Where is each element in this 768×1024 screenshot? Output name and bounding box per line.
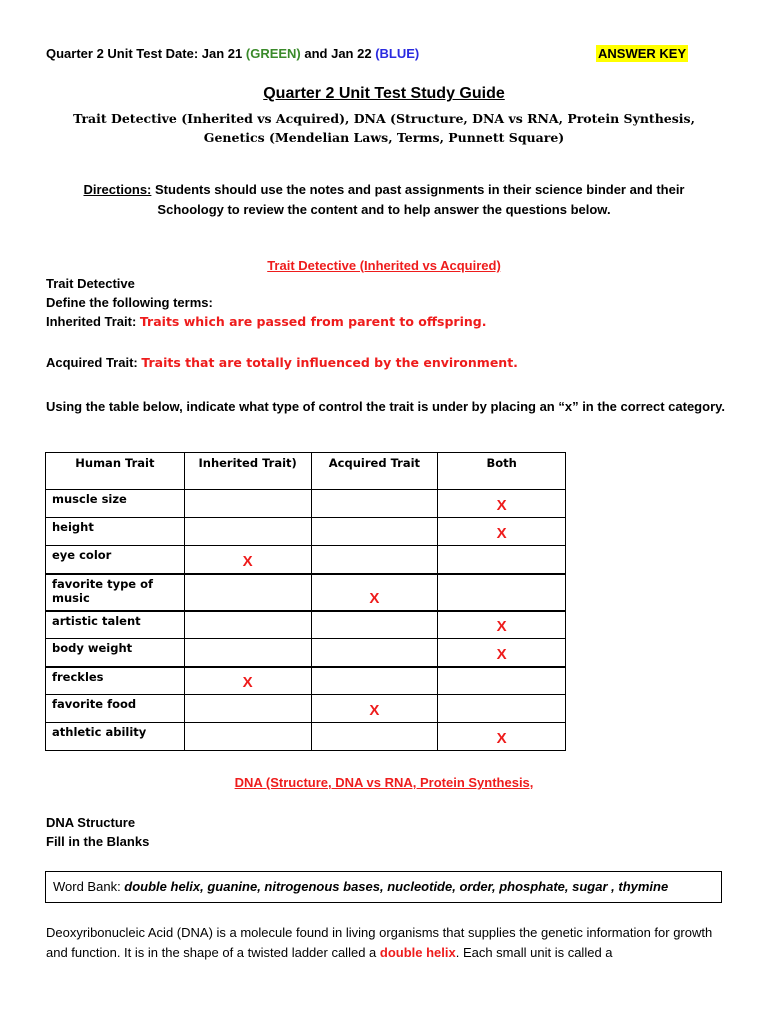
blue-label: (BLUE) [375, 46, 420, 61]
both-cell: X [438, 723, 566, 751]
acquired-cell [311, 546, 438, 574]
word-bank: Word Bank: double helix, guanine, nitrogenous bases, nucleotide, order, phosphate, sugar , thymine [45, 871, 722, 903]
inherited-cell [184, 639, 311, 667]
acquired-cell [311, 490, 438, 518]
both-cell [438, 667, 566, 695]
fill-blanks-label: Fill in the Blanks [46, 834, 150, 849]
page-subtitle: Trait Detective (Inherited vs Acquired), DNA (Structure, DNA vs RNA, Protein Synthesis, Genetics (Mendelian Laws, Terms, Punnett Square) [73, 111, 695, 145]
page-title: Quarter 2 Unit Test Study Guide [263, 85, 505, 102]
inherited-cell [184, 518, 311, 546]
trait-name-cell: height [46, 518, 185, 546]
define-terms-label: Define the following terms: [46, 295, 213, 310]
table-row [46, 574, 566, 611]
both-cell: X [438, 639, 566, 667]
dna-structure-label: DNA Structure [46, 815, 136, 830]
both-cell: X [438, 611, 566, 639]
acquired-cell [311, 723, 438, 751]
table-row [46, 667, 566, 695]
inherited-answer: Traits which are passed from parent to offspring. [139, 314, 487, 329]
acquired-cell [311, 639, 438, 667]
word-bank-terms: double helix, guanine, nitrogenous bases, nucleotide, order, phosphate, sugar , thymine [124, 879, 669, 894]
trait-name-cell: body weight [46, 639, 185, 667]
table-row [46, 695, 566, 723]
green-label: (GREEN) [245, 46, 301, 61]
both-cell [438, 574, 566, 611]
inherited-cell [184, 723, 311, 751]
inherited-cell: X [184, 546, 311, 574]
table-instructions: Using the table below, indicate what type of control the trait is under by placing an “x” in the correct category. [46, 399, 726, 414]
table-row [46, 723, 566, 751]
inherited-cell [184, 611, 311, 639]
traits-table [45, 452, 566, 751]
inherited-cell: X [184, 667, 311, 695]
table-row [46, 639, 566, 667]
both-cell [438, 546, 566, 574]
header-inherited: Inherited Trait) [184, 453, 311, 490]
acquired-cell [311, 667, 438, 695]
trait-name-cell: favorite type of music [46, 574, 185, 611]
trait-name-cell: eye color [46, 546, 185, 574]
table-row [46, 546, 566, 574]
trait-name-cell: athletic ability [46, 723, 185, 751]
trait-name-cell: favorite food [46, 695, 185, 723]
answer-key-badge: ANSWER KEY [598, 46, 687, 61]
table-row [46, 518, 566, 546]
both-cell: X [438, 490, 566, 518]
dna-paragraph: Deoxyribonucleic Acid (DNA) is a molecule found in living organisms that supplies the genetic information for growth and function. It is in the shape of a twisted ladder called a double helix. Each small unit is called a [46, 925, 713, 960]
trait-detective-label: Trait Detective [46, 276, 135, 291]
section-heading-dna: DNA (Structure, DNA vs RNA, Protein Synthesis, [234, 775, 534, 790]
header-acquired: Acquired Trait [311, 453, 438, 490]
inherited-cell [184, 695, 311, 723]
trait-name-cell: artistic talent [46, 611, 185, 639]
acquired-trait-definition: Acquired Trait: Traits that are totally influenced by the environment. [46, 355, 518, 370]
header-human-trait: Human Trait [46, 453, 185, 490]
acquired-answer: Traits that are totally influenced by the environment. [141, 355, 518, 370]
test-date-line: Quarter 2 Unit Test Date: Jan 21 (GREEN) and Jan 22 (BLUE) [46, 46, 420, 61]
inherited-cell [184, 490, 311, 518]
inherited-trait-definition: Inherited Trait: Traits which are passed from parent to offspring. [46, 314, 487, 329]
acquired-cell: X [311, 574, 438, 611]
table-row [46, 611, 566, 639]
directions-label: Directions: [83, 182, 152, 197]
trait-name-cell: muscle size [46, 490, 185, 518]
acquired-cell: X [311, 695, 438, 723]
table-row [46, 490, 566, 518]
acquired-cell [311, 518, 438, 546]
acquired-cell [311, 611, 438, 639]
trait-name-cell: freckles [46, 667, 185, 695]
header-both: Both [438, 453, 566, 490]
double-helix-answer: double helix [379, 945, 456, 960]
inherited-cell [184, 574, 311, 611]
section-heading-trait-detective: Trait Detective (Inherited vs Acquired) [267, 258, 501, 273]
both-cell: X [438, 518, 566, 546]
both-cell [438, 695, 566, 723]
directions: Directions: Students should use the notes and past assignments in their science binder and their Schoology to review the content and to help answer the questions below. [83, 182, 685, 217]
